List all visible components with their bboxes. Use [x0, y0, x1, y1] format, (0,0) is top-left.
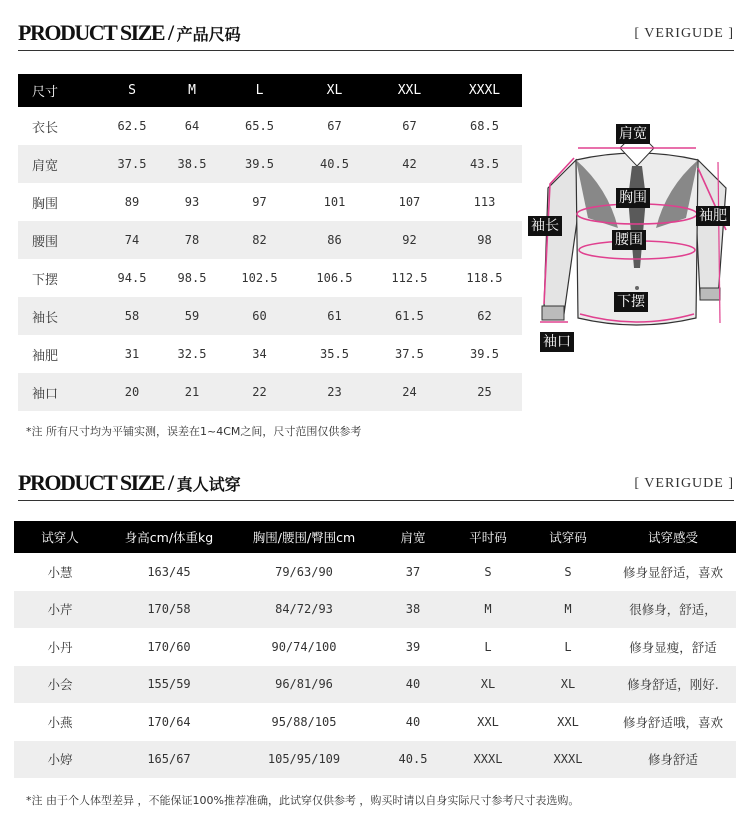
fit-person-name: 小慧 — [47, 564, 73, 580]
fit-cell: 修身舒适，刚好. — [610, 666, 736, 704]
fit-table-row — [14, 591, 736, 629]
fit-cell: 170/58 — [106, 591, 232, 629]
fit-cell: 37 — [405, 564, 421, 579]
size-row-label: 胸围 — [32, 196, 59, 212]
fit-table-row — [14, 741, 736, 779]
size-cell: 97 — [252, 195, 267, 209]
size-cell: 39.5 — [470, 347, 499, 361]
size-col-header: M — [162, 74, 222, 107]
fit-cell: XL — [526, 666, 610, 704]
size-table-row — [18, 259, 522, 297]
size-title-cn: 产品尺码 — [176, 25, 241, 44]
size-section-header — [0, 10, 750, 50]
size-cell: 78 — [162, 221, 222, 259]
fit-person-name: 小会 — [14, 666, 106, 704]
size-table-row — [18, 221, 522, 259]
size-cell: 60 — [222, 297, 297, 335]
right-cuff-shape — [700, 288, 720, 300]
right-sleeve-shape — [696, 160, 726, 298]
fit-section-divider — [18, 500, 734, 501]
fit-col-header: 胸围/腰围/臀围cm — [232, 521, 376, 553]
fit-table — [14, 521, 736, 778]
size-section-divider — [18, 50, 734, 51]
size-title-sep: / — [164, 20, 177, 45]
fit-col-header: 肩宽 — [376, 521, 450, 553]
size-cell: 86 — [297, 221, 372, 259]
label-sleeve-length: 袖长 — [528, 216, 562, 236]
size-col-header: 尺寸 — [18, 74, 102, 107]
fit-col-header: 试穿感受 — [610, 521, 736, 553]
size-cell: 74 — [102, 221, 162, 259]
size-cell: 34 — [252, 347, 267, 361]
fit-cell: S — [484, 564, 492, 579]
size-cell: 32.5 — [177, 347, 207, 361]
fit-cell: 40 — [376, 666, 450, 704]
size-title-en: PRODUCT SIZE — [18, 20, 165, 45]
fit-person-name: 小丹 — [47, 639, 73, 655]
fit-cell: 170/64 — [147, 714, 191, 729]
fit-table-row — [14, 703, 736, 741]
size-cell: 106.5 — [316, 271, 353, 285]
size-table-row — [18, 373, 522, 411]
size-row-label: 袖长 — [18, 297, 102, 335]
fit-cell: 修身舒适 — [610, 741, 736, 779]
fit-title-sep: / — [164, 470, 177, 495]
size-cell: 61.5 — [372, 297, 447, 335]
fit-table-row — [14, 553, 736, 591]
fit-cell: 90/74/100 — [271, 639, 337, 654]
fit-cell: 39 — [405, 639, 421, 654]
fit-cell: 96/81/96 — [232, 666, 376, 704]
size-table-header-row — [18, 74, 522, 107]
fit-cell: M — [450, 591, 526, 629]
size-cell: 82 — [222, 221, 297, 259]
fit-cell: 95/88/105 — [271, 714, 337, 729]
size-section-brand: [ VERIGUDE ] — [634, 26, 734, 41]
fit-col-header: 试穿码 — [526, 521, 610, 553]
fit-cell: 79/63/90 — [275, 564, 333, 579]
fit-col-header: 身高cm/体重kg — [106, 521, 232, 553]
label-waist: 腰围 — [612, 230, 646, 250]
size-cell: 25 — [447, 373, 522, 411]
fit-cell: XXXL — [450, 741, 526, 779]
fit-cell: L — [564, 639, 572, 654]
size-cell: 107 — [398, 195, 421, 209]
size-cell: 37.5 — [395, 347, 424, 361]
label-shoulder: 肩宽 — [616, 124, 650, 144]
size-table-row — [18, 183, 522, 221]
label-sleeve-width: 袖肥 — [696, 206, 730, 226]
fit-cell: L — [484, 639, 492, 654]
size-cell: 20 — [102, 373, 162, 411]
size-row-label: 腰围 — [18, 221, 102, 259]
fit-section-header — [0, 460, 750, 500]
fit-note: *注 由于个人体型差异 ，不能保证100%推荐准确，此试穿仅供参考 ，购买时请以自身实际尺寸参考尺寸表选购。 — [26, 794, 580, 807]
size-cell: 92 — [372, 221, 447, 259]
fit-cell: 105/95/109 — [232, 741, 376, 779]
fit-cell: XL — [450, 666, 526, 704]
size-cell: 62 — [447, 297, 522, 335]
fit-title-en: PRODUCT SIZE — [18, 470, 165, 495]
size-col-header: L — [222, 74, 297, 107]
fit-person-name: 小芹 — [14, 591, 106, 629]
size-row-label: 肩宽 — [18, 145, 102, 183]
size-cell: 67 — [327, 119, 342, 133]
size-cell: 22 — [222, 373, 297, 411]
size-cell: 61 — [297, 297, 372, 335]
size-row-label: 袖肥 — [32, 348, 59, 364]
size-cell: 118.5 — [466, 271, 503, 285]
size-cell: 37.5 — [102, 145, 162, 183]
size-cell: 89 — [124, 195, 140, 209]
fit-cell: 170/60 — [147, 639, 191, 654]
fit-cell: 40 — [405, 714, 421, 729]
size-cell: 65.5 — [245, 119, 274, 133]
size-cell: 24 — [372, 373, 447, 411]
fit-table-header-row — [14, 521, 736, 553]
size-note: *注 所有尺寸均为平铺实测，误差在1~4CM之间，尺寸范围仅供参考 — [26, 425, 362, 438]
size-table-row — [18, 335, 522, 373]
size-cell: 113 — [473, 195, 496, 209]
size-cell: 42 — [372, 145, 447, 183]
fit-cell: 修身舒适哦，喜欢 — [622, 714, 723, 730]
fit-cell: 修身显舒适，喜欢 — [622, 564, 723, 580]
left-cuff-shape — [542, 306, 564, 320]
left-sleeve-shape — [544, 160, 578, 314]
size-table-row — [18, 107, 522, 145]
size-cell: 38.5 — [162, 145, 222, 183]
size-cell: 67 — [402, 119, 417, 133]
size-cell: 98.5 — [177, 271, 207, 285]
fit-cell: 40.5 — [376, 741, 450, 779]
fit-col-header: 平时码 — [450, 521, 526, 553]
size-table — [18, 74, 522, 411]
fit-cell: 38 — [376, 591, 450, 629]
label-hem: 下摆 — [614, 292, 648, 312]
size-row-label: 袖口 — [18, 373, 102, 411]
fit-cell: S — [564, 564, 572, 579]
size-cell: 112.5 — [391, 271, 428, 285]
size-cell: 93 — [184, 195, 200, 209]
size-row-label: 衣长 — [32, 120, 59, 136]
fit-table-row — [14, 666, 736, 704]
size-cell: 59 — [162, 297, 222, 335]
fit-cell: 84/72/93 — [232, 591, 376, 629]
label-chest: 胸围 — [616, 188, 650, 208]
fit-section-brand: [ VERIGUDE ] — [634, 476, 734, 491]
fit-col-header: 试穿人 — [14, 521, 106, 553]
size-table-row — [18, 145, 522, 183]
size-cell: 101 — [323, 195, 346, 209]
fit-title-cn: 真人试穿 — [176, 475, 241, 494]
size-col-header: S — [102, 74, 162, 107]
size-cell: 35.5 — [320, 347, 349, 361]
fit-cell: 很修身，舒适， — [610, 591, 736, 629]
size-cell: 98 — [447, 221, 522, 259]
fit-cell: XXL — [477, 714, 499, 729]
size-cell: 64 — [184, 119, 200, 133]
size-section-title — [18, 20, 241, 46]
size-col-header: XXXL — [447, 74, 522, 107]
fit-cell: 165/67 — [106, 741, 232, 779]
size-col-header: XL — [297, 74, 372, 107]
fit-cell: 修身显瘦，舒适 — [629, 639, 717, 655]
size-cell: 39.5 — [222, 145, 297, 183]
size-cell: 21 — [162, 373, 222, 411]
fit-table-row — [14, 628, 736, 666]
fit-cell: XXL — [557, 714, 579, 729]
size-cell: 43.5 — [447, 145, 522, 183]
fit-cell: 155/59 — [106, 666, 232, 704]
size-table-row — [18, 297, 522, 335]
size-col-header: XXL — [372, 74, 447, 107]
fit-cell: M — [526, 591, 610, 629]
size-cell: 23 — [297, 373, 372, 411]
fit-person-name: 小婷 — [14, 741, 106, 779]
fit-cell: XXXL — [526, 741, 610, 779]
label-cuff: 袖口 — [540, 332, 574, 352]
fit-section-title — [18, 470, 241, 496]
size-cell: 102.5 — [241, 271, 278, 285]
size-cell: 58 — [102, 297, 162, 335]
size-cell: 62.5 — [117, 119, 147, 133]
fit-person-name: 小燕 — [47, 714, 73, 730]
fit-cell: 163/45 — [147, 564, 191, 579]
size-cell: 94.5 — [117, 271, 147, 285]
size-cell: 68.5 — [470, 119, 499, 133]
size-cell: 40.5 — [297, 145, 372, 183]
size-row-label: 下摆 — [32, 272, 59, 288]
measurement-diagram — [528, 118, 746, 358]
size-cell: 31 — [124, 347, 140, 361]
